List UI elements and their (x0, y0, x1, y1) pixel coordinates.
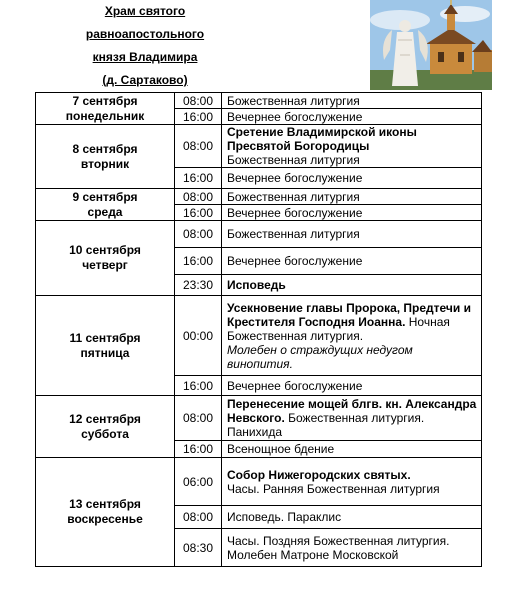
header (0, 0, 509, 92)
church-photo (370, 0, 492, 90)
day-weekday: понедельник (65, 108, 145, 123)
church-title (30, 0, 260, 92)
service-time: 08:00 (175, 189, 222, 205)
day-weekday: воскресенье (67, 512, 143, 526)
service-description (222, 458, 482, 506)
church-photo-image (370, 0, 492, 90)
day-weekday: суббота (81, 426, 129, 441)
feast-name: Сретение Владимирской иконы Пресвятой Богородицы (227, 125, 417, 153)
service-time: 08:30 (175, 529, 222, 567)
day-cell (36, 296, 175, 396)
feast-name: Собор Нижегородских святых. (227, 467, 411, 482)
service-description (222, 248, 482, 275)
feast-name: Усекновение главы Пророка, Предтечи и Крестителя Господня Иоанна. (227, 300, 471, 329)
schedule-row (36, 221, 482, 248)
service-text: Вечернее богослужение (227, 378, 363, 393)
church-title-line-3: князя Владимира (92, 50, 198, 64)
schedule-body (36, 93, 482, 567)
service-text: Вечернее богослужение (227, 205, 363, 220)
service-text: Исповедь. Параклис (227, 510, 342, 524)
day-weekday: вторник (80, 156, 130, 171)
service-description (222, 506, 482, 529)
day-cell (36, 189, 175, 221)
schedule-row (36, 296, 482, 376)
schedule-row (36, 189, 482, 205)
feast-name: Перенесение мощей блгв. кн. Александра Невского. (227, 397, 477, 425)
service-time: 08:00 (175, 396, 222, 441)
service-text: Божественная литургия (227, 93, 360, 108)
day-date: 12 сентября (69, 411, 141, 426)
day-date: 10 сентября (69, 243, 141, 257)
day-date: 8 сентября (72, 141, 138, 156)
service-description (222, 125, 482, 168)
service-time: 08:00 (175, 221, 222, 248)
service-text: Божественная литургия (227, 227, 360, 241)
day-date: 7 сентября (72, 93, 138, 108)
service-time: 16:00 (175, 376, 222, 396)
service-text: Вечернее богослужение (227, 171, 363, 185)
service-description (222, 205, 482, 221)
service-time: 16:00 (175, 205, 222, 221)
service-time: 16:00 (175, 441, 222, 458)
service-description (222, 221, 482, 248)
service-time: 23:30 (175, 275, 222, 296)
day-date: 13 сентября (69, 497, 141, 511)
day-cell (36, 458, 175, 567)
service-time: 06:00 (175, 458, 222, 506)
service-text: Божественная литургия. Панихида (227, 411, 425, 439)
service-text: Часы. Ранняя Божественная литургия (227, 481, 440, 496)
church-title-line-1: Храм святого (104, 4, 186, 18)
schedule-row (36, 396, 482, 441)
service-description (222, 275, 482, 296)
service-description (222, 396, 482, 441)
service-description (222, 109, 482, 125)
service-note: Молебен о страждущих недугом винопития. (227, 342, 413, 371)
day-cell (36, 221, 175, 296)
service-time: 00:00 (175, 296, 222, 376)
service-time: 08:00 (175, 93, 222, 109)
service-description (222, 296, 482, 376)
day-date: 9 сентября (72, 189, 138, 204)
service-description (222, 168, 482, 189)
service-description (222, 529, 482, 567)
service-description (222, 441, 482, 458)
day-cell (36, 396, 175, 458)
day-weekday: пятница (80, 345, 130, 360)
service-time: 16:00 (175, 168, 222, 189)
schedule-row (36, 125, 482, 168)
schedule-row (36, 458, 482, 506)
service-text: Божественная литургия (227, 189, 360, 204)
day-cell (36, 93, 175, 125)
day-cell (36, 125, 175, 189)
service-description (222, 189, 482, 205)
service-text: Всенощное бдение (227, 442, 335, 456)
service-time: 08:00 (175, 506, 222, 529)
service-description (222, 376, 482, 396)
service-text: Вечернее богослужение (227, 109, 363, 124)
church-title-line-2: равноапостольного (85, 27, 205, 41)
service-text: Вечернее богослужение (227, 254, 363, 268)
service-text: Ночная Божественная литургия. (227, 314, 450, 343)
church-title-line-4: (д. Сартаково) (102, 73, 188, 87)
schedule-row (36, 93, 482, 109)
feast-name: Исповедь (227, 278, 286, 292)
service-time: 16:00 (175, 109, 222, 125)
day-weekday: четверг (82, 258, 128, 272)
service-time: 16:00 (175, 248, 222, 275)
service-description (222, 93, 482, 109)
day-weekday: среда (87, 204, 123, 219)
service-schedule-table (35, 92, 482, 567)
service-text: Божественная литургия (227, 153, 360, 167)
service-text: Часы. Поздняя Божественная литургия. Молебен Матроне Московской (227, 533, 450, 562)
day-date: 11 сентября (69, 330, 141, 345)
service-time: 08:00 (175, 125, 222, 168)
